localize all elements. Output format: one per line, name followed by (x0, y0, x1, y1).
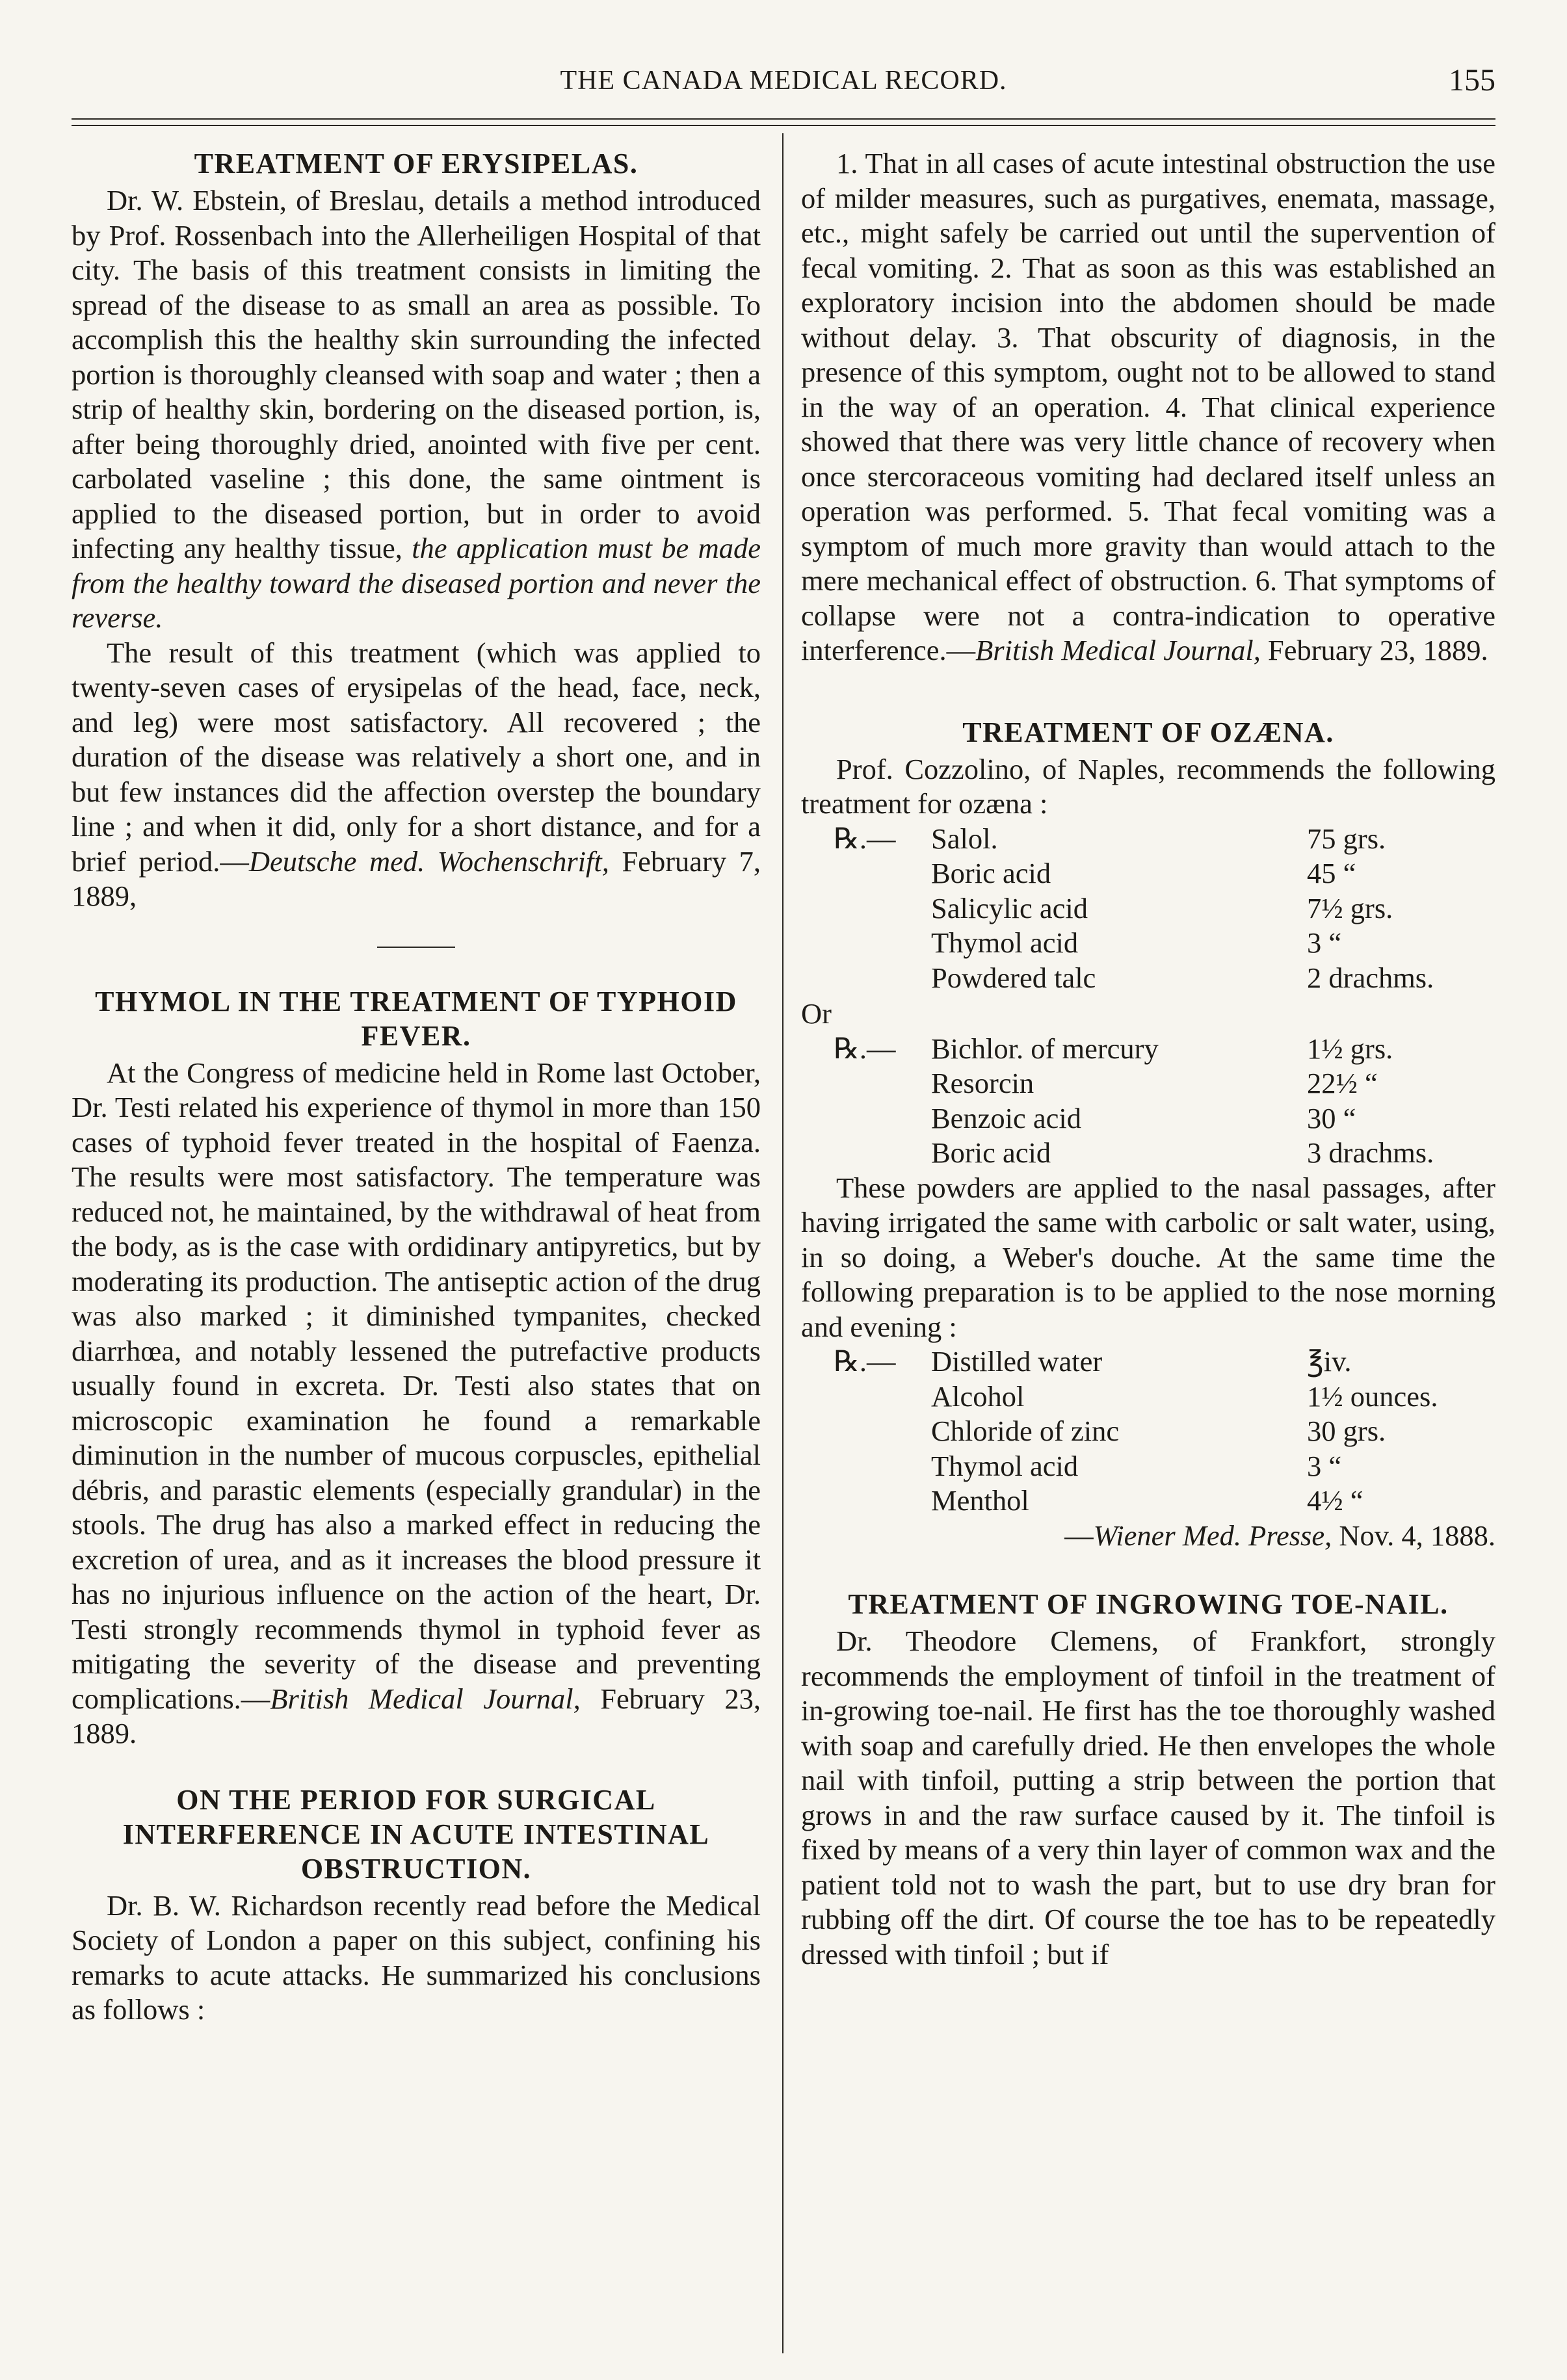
prescription-row (801, 1414, 1495, 1449)
paragraph-obstruction-intro: Dr. B. W. Richardson recently read before the Medical Society of London a paper on this subject, confining his remarks to acute attacks. He summarized his conclusions as follows : (72, 1889, 761, 2026)
prescription-row (801, 961, 1495, 996)
dose: 45 “ (1307, 857, 1356, 889)
ingredient: Benzoic acid (931, 1101, 1082, 1134)
dose: 75 grs. (1307, 822, 1386, 855)
section-gap (801, 1553, 1495, 1587)
prescription-row (801, 822, 1495, 857)
heading-toenail: TREATMENT OF INGROWING TOE-NAIL. (848, 1588, 1449, 1620)
ingredient: Alcohol (931, 1380, 1025, 1413)
section-gap (801, 668, 1495, 715)
paragraph-toenail: Dr. Theodore Clemens, of Frankfort, strongly recommends the employment of tinfoil in the treatment of in-growing toe-nail. He first has the toe thoroughly washed with soap and carefully dried. He then envelopes the whole nail with tinfoil, putting a strip between the portion that grows in and the raw surface caused by it. The tinfoil is fixed by means of a very thin layer of common wax and the patient told not to wash the part, but to use dry bran for rubbing off the dirt. Of course the toe has to be repeatedly dressed with tinfoil ; but if (801, 1625, 1495, 1970)
ingredient: Powdered talc (931, 961, 1096, 994)
ingredient: Bichlor. of mercury (931, 1032, 1159, 1065)
rx-symbol (801, 926, 931, 961)
page-number: 155 (1449, 63, 1495, 98)
column-divider (782, 133, 784, 2353)
dose: 3 drachms. (1307, 1136, 1434, 1169)
section-divider (377, 947, 455, 948)
rx-symbol: ℞.— (834, 1345, 896, 1378)
obstruction-source: British Medical Journal, (975, 634, 1261, 666)
rx-symbol (801, 1449, 931, 1484)
paragraph-erysipelas-result (72, 636, 761, 914)
prescription-row (801, 1484, 1495, 1519)
dose: 2 drachms. (1307, 961, 1434, 994)
paragraph-obstruction-conclusions (801, 146, 1495, 668)
ingredient: Salol. (931, 822, 998, 855)
dose: 4½ “ (1307, 1484, 1363, 1517)
prescription-1 (801, 822, 1495, 996)
erysipelas-source: Deutsche med. Wochenschrift, (248, 844, 609, 878)
right-column (801, 146, 1495, 2360)
dose: 22½ “ (1307, 1067, 1378, 1099)
prescription-row (801, 1344, 1495, 1380)
ingredient: Salicylic acid (931, 891, 1088, 924)
prescription-row (801, 1449, 1495, 1484)
ozaena-source: Wiener Med. Presse, (1093, 1519, 1332, 1552)
thymol-source-date: February 23, 1889. (72, 1682, 761, 1749)
erysipelas-result-text: The result of this treatment (which was applied to twenty-seven cases of erysipelas of the head, face, neck, and leg) were most satisfactory. All recovered ; the duration of the disease was relatively a short one, and in but few instances did the affection overstep the boundary line ; and when it did, only for a short distance, and for a brief period.— (72, 636, 761, 878)
ingredient: Thymol acid (931, 926, 1079, 959)
heading-erysipelas: TREATMENT OF ERYSIPELAS. (194, 148, 639, 179)
obstruction-source-date: February 23, 1889. (1260, 634, 1488, 666)
ingredient: Chloride of zinc (931, 1415, 1120, 1447)
ingredient: Thymol acid (931, 1449, 1079, 1482)
running-head (72, 60, 1495, 105)
rx-symbol (801, 961, 931, 996)
dose: 7½ grs. (1307, 891, 1393, 924)
ozaena-source-line (801, 1519, 1495, 1554)
obstruction-conclusions-text: 1. That in all cases of acute intestinal obstruction the use of milder measures, such as purgatives, enemata, massage, etc., might safely be carried out until the supervention of fecal vomiting. 2. That as soon as this was established an exploratory incision into the abdomen should be made without delay. 3. That obscurity of diagnosis, in the presence of this symptom, ought not to be allowed to stand in the way of an operation. 4. That clinical experience showed that there was very little chance of recovery when once stercoraceous vomiting had declared itself unless an operation was performed. 5. That fecal vomiting was a symptom of much more gravity than would attach to the mere mechanical effect of obstruction. 6. That symptoms of collapse were not a contra-indication to operative interference.— (801, 147, 1495, 666)
prescription-3 (801, 1344, 1495, 1519)
prescription-row (801, 1066, 1495, 1101)
rx-symbol: ℞.— (834, 1032, 896, 1065)
thymol-source: British Medical Journal, (270, 1682, 581, 1715)
rx-symbol (801, 1101, 931, 1136)
prescription-row (801, 1136, 1495, 1171)
heading-obstruction: ON THE PERIOD FOR SURGICAL INTERFERENCE IN ACUTE INTESTINAL OBSTRUCTION. (122, 1783, 710, 1885)
section-gap (72, 1751, 761, 1783)
prescription-row (801, 891, 1495, 926)
paragraph-ozaena-intro: Prof. Cozzolino, of Naples, recommends the following treatment for ozæna : (801, 752, 1495, 820)
paragraph-ozaena-application: These powders are applied to the nasal passages, after having irrigated the same with carbolic or salt water, using, in so doing, a Weber's douche. At the same time the following preparation is to be applied to the nose morning and evening : (801, 1171, 1495, 1343)
dose: 30 grs. (1307, 1415, 1386, 1447)
rx-symbol (801, 1066, 931, 1101)
prescription-row (801, 1380, 1495, 1415)
ingredient: Distilled water (931, 1345, 1103, 1378)
erysipelas-text: Dr. W. Ebstein, of Breslau, details a method introduced by Prof. Rossenbach into the Allerheiligen Hospital of that city. The basis of this treatment consists in limiting the spread of the disease to as small an area as possible. To accomplish this the healthy skin surrounding the infected portion is thoroughly cleansed with soap and water ; then a strip of healthy skin, bordering on the diseased portion, is, after being thoroughly dried, anointed with five per cent. carbolated vaseline ; this done, the same ointment is applied to the diseased portion, but in order to avoid infecting any healthy tissue, (72, 184, 761, 564)
prescription-row (801, 926, 1495, 961)
left-column (72, 146, 761, 2360)
paragraph-thymol (72, 1056, 761, 1751)
erysipelas-source-date: February 7, 1889, (72, 844, 761, 912)
prescription-row (801, 1101, 1495, 1136)
ingredient: Boric acid (931, 857, 1051, 889)
ozaena-source-dash: — (1064, 1519, 1094, 1552)
paragraph-erysipelas-method (72, 183, 761, 636)
prescription-row (801, 1032, 1495, 1067)
ozaena-source-date: Nov. 4, 1888. (1332, 1519, 1495, 1552)
dose: 1½ ounces. (1307, 1380, 1438, 1413)
dose: 3 “ (1307, 926, 1342, 959)
rx-symbol (801, 1380, 931, 1415)
running-title: THE CANADA MEDICAL RECORD. (560, 66, 1007, 96)
erysipelas-italic-rule: the application must be made from the healthy toward the diseased portion and never the reverse. (72, 532, 761, 634)
header-rule (72, 118, 1495, 126)
heading-ozaena: TREATMENT OF OZÆNA. (962, 716, 1334, 748)
dose: ℥iv. (1307, 1345, 1352, 1378)
rx-symbol (801, 891, 931, 926)
dose: 1½ grs. (1307, 1032, 1393, 1065)
rx-symbol (801, 1414, 931, 1449)
ingredient: Menthol (931, 1484, 1029, 1517)
rx-symbol (801, 856, 931, 891)
rx-symbol: ℞.— (834, 822, 896, 855)
dose: 3 “ (1307, 1449, 1342, 1482)
rx-symbol (801, 1484, 931, 1519)
ingredient: Boric acid (931, 1136, 1051, 1169)
thymol-text: At the Congress of medicine held in Rome last October, Dr. Testi related his experience of thymol in more than 150 cases of typhoid fever treated in the hospital of Faenza. The results were most satisfactory. The temperature was reduced not, he maintained, by the withdrawal of heat from the body, as is the case with ordidinary antipyretics, but by moderating its production. The antiseptic action of the drug was also marked ; it diminished tympanites, checked diarrhœa, and notably lessened the putrefactive products usually found in excreta. Dr. Testi also states that on microscopic examination he found a remarkable diminution in the number of mucous corpuscles, epithelial débris, and parastic elements (especially grandular) in the stools. The drug has also a marked effect in reducing the excretion of urea, and as it increases the blood pressure it has no injurious influence on the action of the heart, Dr. Testi strongly recommends thymol in typhoid fever as mitigating the severity of the disease and preventing complications.— (72, 1056, 761, 1715)
dose: 30 “ (1307, 1101, 1356, 1134)
prescription-2 (801, 1032, 1495, 1171)
rx-symbol (801, 1136, 931, 1171)
ingredient: Resorcin (931, 1067, 1034, 1099)
heading-thymol: THYMOL IN THE TREATMENT OF TYPHOID FEVER. (95, 985, 737, 1052)
or-label: Or (801, 997, 832, 1030)
prescription-row (801, 856, 1495, 891)
